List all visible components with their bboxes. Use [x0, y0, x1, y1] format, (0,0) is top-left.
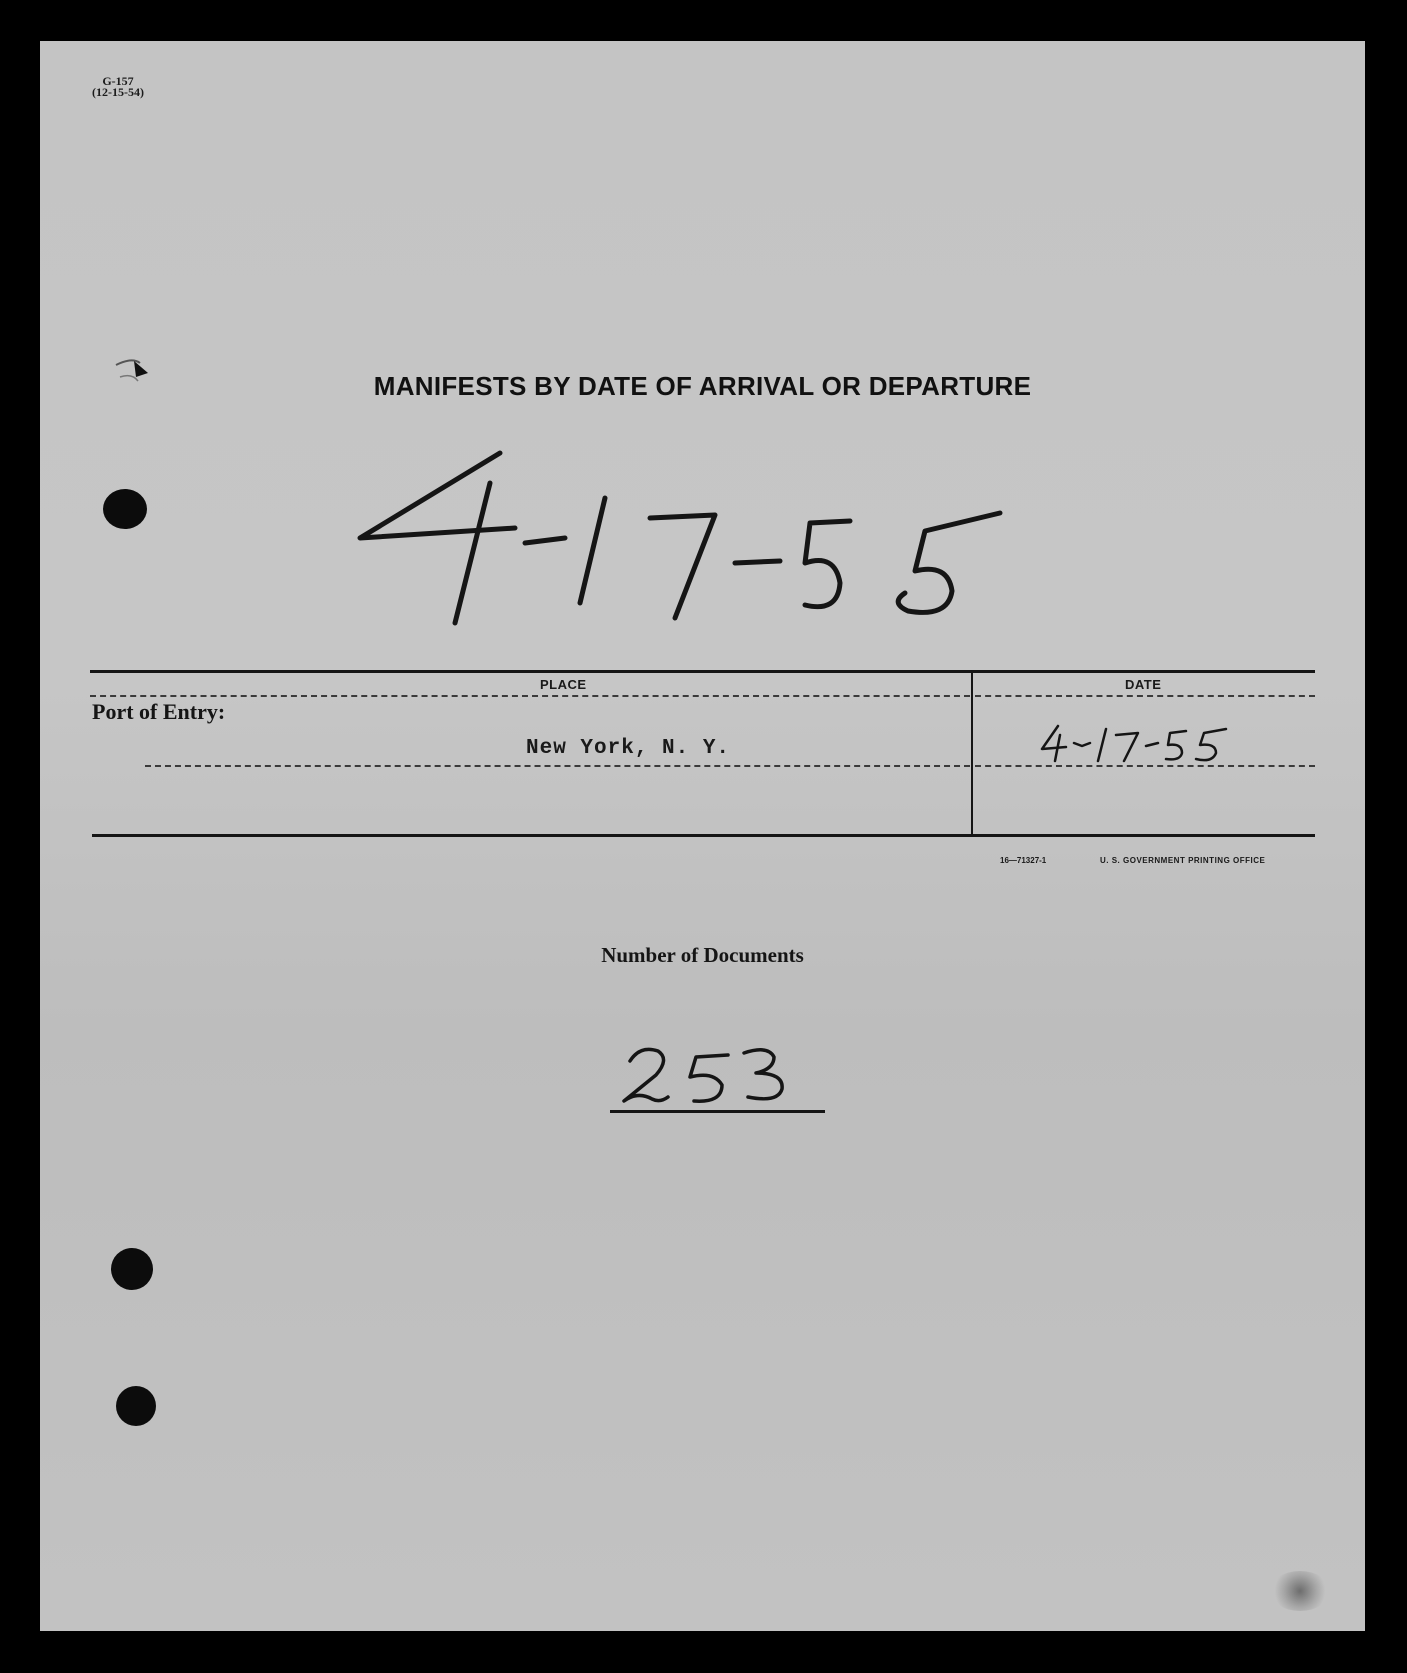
page-title: MANIFESTS BY DATE OF ARRIVAL OR DEPARTURE [373, 371, 1032, 401]
date-column-header: DATE [1125, 677, 1162, 692]
number-of-documents-label: Number of Documents [601, 943, 804, 967]
port-of-entry-label: Port of Entry: [92, 699, 226, 724]
punch-hole-3 [116, 1386, 156, 1426]
punch-hole-1 [103, 489, 147, 529]
document-count-underline [610, 1110, 825, 1113]
form-code [92, 76, 144, 98]
stain-mark [1270, 1571, 1330, 1611]
punch-hole-2 [111, 1248, 153, 1290]
place-column-header: PLACE [540, 677, 587, 692]
header-divider-right [975, 695, 1315, 697]
print-code: 16—71327-1 [1000, 856, 1047, 865]
form-number: G-157 [102, 74, 134, 88]
port-of-entry-value: New York, N. Y. [526, 737, 731, 760]
place-value-underline [145, 765, 970, 767]
table-date-value [1040, 721, 1260, 771]
header-divider-left [90, 695, 970, 697]
document-count [618, 1041, 808, 1111]
printing-office: U. S. GOVERNMENT PRINTING OFFICE [1100, 856, 1266, 865]
date-value-underline [975, 765, 1315, 767]
form-sheet [40, 41, 1365, 1631]
handwritten-date [340, 443, 1040, 643]
table-bottom-rule [92, 834, 1315, 837]
column-divider [971, 672, 973, 835]
form-revision: (12-15-54) [92, 85, 144, 99]
table-top-rule [90, 670, 1315, 673]
